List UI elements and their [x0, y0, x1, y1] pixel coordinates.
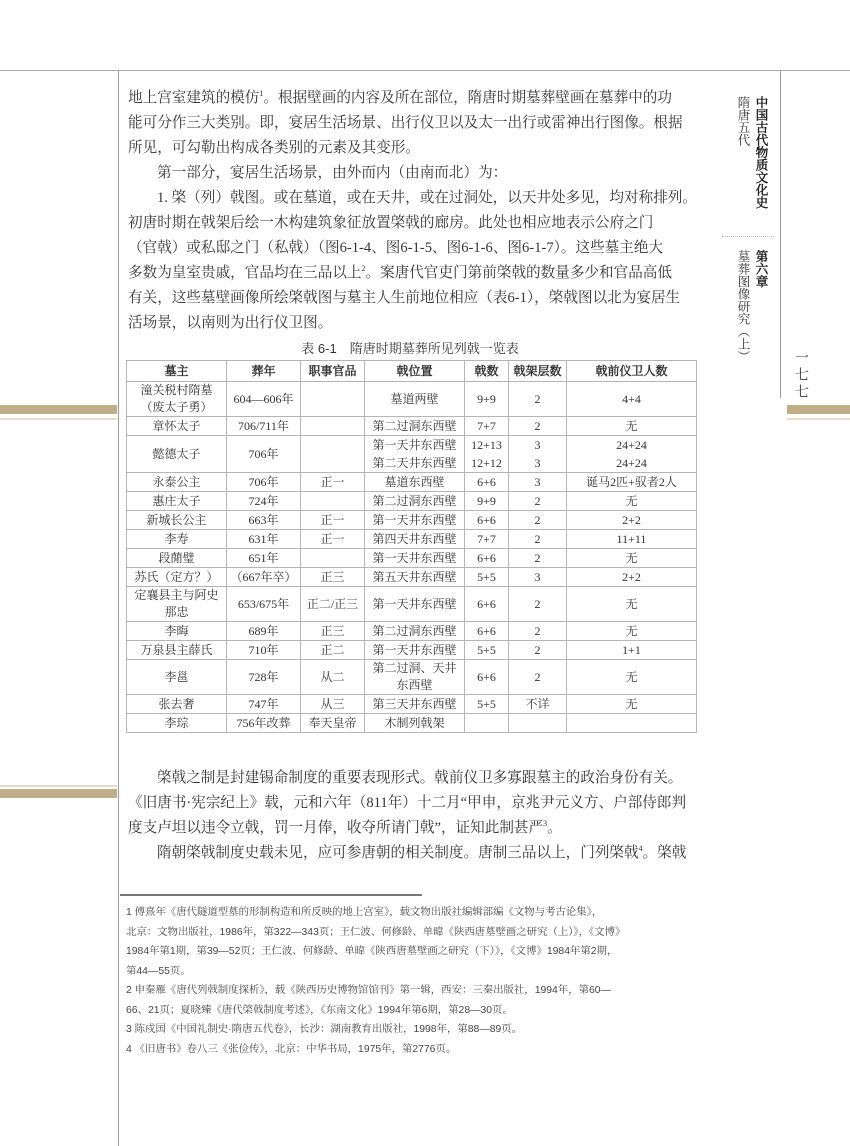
table-cell	[301, 492, 365, 511]
table-cell: 诞马2匹+驭者2人	[567, 473, 697, 492]
table-cell: 12+12	[465, 454, 509, 473]
table-cell	[301, 417, 365, 436]
table-cell: 无	[567, 492, 697, 511]
book-subtitle: 隋唐五代	[736, 96, 750, 146]
text-line: 初唐时期在戟架后绘一木构建筑象征放置棨戟的廊房。此处也相应地表示公府之门	[128, 215, 654, 231]
table-cell: 2	[509, 511, 567, 530]
table-cell: 第四天井东西壁	[365, 530, 465, 549]
table-cell: 正三	[301, 622, 365, 641]
footnote-line: 66、21页；夏晓臻《唐代棨戟制度考述》，《东南文化》1994年第6期，第28—30页。	[126, 1004, 513, 1016]
table-cell: 正二/正三	[301, 587, 365, 622]
table-cell: 第二过洞东西壁	[365, 492, 465, 511]
table-cell: 2	[509, 382, 567, 417]
column-header: 戟数	[465, 361, 509, 382]
table-cell: 3	[509, 473, 567, 492]
table-cell: 663年	[227, 511, 301, 530]
table-cell	[301, 549, 365, 568]
table-header-row	[127, 361, 697, 382]
table-cell: 3	[509, 568, 567, 587]
table-cell: 5+5	[465, 695, 509, 714]
table-row	[127, 568, 697, 587]
text-line: 多数为皇室贵戚，官品均在三品以上$^2$。案唐代官吏门第前棨戟的数量多少和官品高低	[128, 264, 672, 281]
table-cell: 6+6	[465, 511, 509, 530]
table-cell: 651年	[227, 549, 301, 568]
table-cell: 689年	[227, 622, 301, 641]
table-cell: 653/675年	[227, 587, 301, 622]
table-cell	[301, 382, 365, 417]
table-cell: 段蕑璧	[127, 549, 227, 568]
text-line: 有关，这些墓壁画像所绘棨戟图与墓主人生前地位相应（表6-1），棨戟图以北为宴居生	[128, 290, 681, 306]
text-line: 地上宫室建筑的模仿$^1$。根据壁画的内容及所在部位，隋唐时期墓葬壁画在墓葬中的功	[128, 89, 672, 106]
table-cell: 第二过洞东西壁	[365, 417, 465, 436]
table-cell: 奉天皇帝	[301, 714, 365, 733]
decorative-bar-right	[787, 405, 850, 414]
table-cell: 从二	[301, 660, 365, 695]
table-cell: 第五天井东西壁	[365, 568, 465, 587]
text-line: 能可分作三大类别。即，宴居生活场景、出行仪卫以及太一出行或雷神出行图像。根据	[128, 115, 683, 131]
table-cell: 第一天井东西壁	[365, 436, 465, 455]
table-cell: 2	[509, 492, 567, 511]
table-cell: 724年	[227, 492, 301, 511]
table-row	[127, 549, 697, 568]
table-row	[127, 530, 697, 549]
table-cell: 正一	[301, 473, 365, 492]
table-cell: 6+6	[465, 473, 509, 492]
table-cell: 无	[567, 660, 697, 695]
table-cell: 潼关税村隋墓（废太子勇）	[127, 382, 227, 417]
table-cell: 12+13	[465, 436, 509, 455]
footnote-line: 北京：文物出版社，1986年，第322—343页；王仁波、何修龄、单暐《陕西唐墓壁画之研究（上）》，《文博》	[126, 926, 626, 938]
table-row	[127, 695, 697, 714]
table-cell: 2	[509, 641, 567, 660]
footnote-line: 第44—55页。	[126, 965, 191, 977]
table-row	[127, 492, 697, 511]
table-cell: 第三天井东西壁	[365, 695, 465, 714]
table-cell: 2+2	[567, 568, 697, 587]
left-margin-rule	[118, 70, 119, 1146]
table-cell: 第一天井东西壁	[365, 511, 465, 530]
table-cell: 正一	[301, 530, 365, 549]
text-line: 度支卢坦以违令立戟，罚一月俸，收夺所请门戟”，证知此制甚严$^3$。	[128, 819, 562, 836]
text-line: 1. 棨（列）戟图。或在墓道，或在天井，或在过洞处，以天井处多见，均对称排列。	[157, 190, 697, 206]
table-cell	[301, 436, 365, 473]
table-row	[127, 436, 697, 455]
table-cell: 2	[509, 530, 567, 549]
table-cell: 2	[509, 622, 567, 641]
table-cell: 万泉县主薛氏	[127, 641, 227, 660]
table-cell: 11+11	[567, 530, 697, 549]
decorative-line	[787, 418, 850, 420]
table-cell	[509, 714, 567, 733]
table-cell: 无	[567, 695, 697, 714]
table-cell: 3	[509, 436, 567, 455]
table-cell: 2	[509, 549, 567, 568]
body-text-bottom	[128, 766, 693, 866]
decorative-line	[0, 785, 117, 787]
running-head-separator	[722, 236, 774, 237]
table-row	[127, 587, 697, 622]
table-cell: 5+5	[465, 641, 509, 660]
table-cell: 新城长公主	[127, 511, 227, 530]
table-cell: 第二过洞、天井东西壁	[365, 660, 465, 695]
table-cell: 7+7	[465, 530, 509, 549]
table-cell: 无	[567, 622, 697, 641]
table-row	[127, 417, 697, 436]
text-line: 活场景，以南则为出行仪卫图。	[128, 315, 333, 331]
table-cell: 无	[567, 587, 697, 622]
table-caption: 表 6-1 隋唐时期墓葬所见列戟一览表	[301, 341, 519, 356]
text-line: 所见，可勾勒出构成各类别的元素及其变形。	[128, 140, 420, 156]
column-header: 葬年	[227, 361, 301, 382]
table-cell: 李琮	[127, 714, 227, 733]
table-cell: 756年改葬	[227, 714, 301, 733]
table-cell	[465, 714, 509, 733]
table-cell: 6+6	[465, 549, 509, 568]
text-line: 棨戟之制是封建锡命制度的重要表现形式。戟前仪卫多寡跟墓主的政治身份有关。	[157, 770, 683, 786]
footnote-line: 3 陈戍国《中国礼制史·隋唐五代卷》，长沙：湖南教育出版社，1998年，第88—89页。	[126, 1024, 523, 1035]
table-cell: 604—606年	[227, 382, 301, 417]
table-cell: 墓道两壁	[365, 382, 465, 417]
table-cell: 1+1	[567, 641, 697, 660]
table-cell: 4+4	[567, 382, 697, 417]
table-row	[127, 382, 697, 417]
column-header: 戟架层数	[509, 361, 567, 382]
text-line: 第一部分，宴居生活场景，由外而内（由南而北）为：	[157, 165, 508, 181]
table-row	[127, 660, 697, 695]
table-cell: 24+24	[567, 454, 697, 473]
table-cell: （667年卒）	[227, 568, 301, 587]
table-cell: 第一天井东西壁	[365, 641, 465, 660]
table-cell: 无	[567, 549, 697, 568]
table-cell: 2	[509, 660, 567, 695]
page-number: 一七七	[793, 350, 808, 401]
decorative-bar-left-top	[0, 405, 117, 414]
table-cell: 2	[509, 417, 567, 436]
table-cell: 5+5	[465, 568, 509, 587]
table-cell: 706年	[227, 436, 301, 473]
table-row	[127, 473, 697, 492]
table-cell: 定襄县主与阿史那忠	[127, 587, 227, 622]
table-cell: 24+24	[567, 436, 697, 455]
table-cell: 苏氏（定方？）	[127, 568, 227, 587]
column-header: 职事官品	[301, 361, 365, 382]
chapter-title: 墓葬图像研究（上）	[736, 250, 750, 363]
chapter-number: 第六章	[754, 250, 768, 288]
table-cell: 不详	[509, 695, 567, 714]
footnote-line: 4 《旧唐书》卷八三《张俭传》，北京：中华书局，1975年，第2776页。	[126, 1043, 457, 1055]
footnote-line: 1 傅熹年《唐代隧道型墓的形制构造和所反映的地上宫室》，载文物出版社编辑部编《文物与考古论集》，	[126, 907, 603, 918]
table-cell: 第二天井东西壁	[365, 454, 465, 473]
table-cell: 正一	[301, 511, 365, 530]
book-title: 中国古代物质文化史	[754, 96, 768, 209]
table-cell	[567, 714, 697, 733]
table-cell: 6+6	[465, 660, 509, 695]
table-row	[127, 511, 697, 530]
footnotes	[126, 903, 696, 1059]
decorative-bar-left-bottom	[0, 789, 117, 798]
table-cell: 墓道东西壁	[365, 473, 465, 492]
table-row	[127, 714, 697, 733]
table-cell: 2	[509, 587, 567, 622]
table-cell: 7+7	[465, 417, 509, 436]
table-cell: 李晦	[127, 622, 227, 641]
table-cell: 从三	[301, 695, 365, 714]
table-cell: 第一天井东西壁	[365, 587, 465, 622]
table-cell: 第一天井东西壁	[365, 549, 465, 568]
table-cell: 永泰公主	[127, 473, 227, 492]
text-line: 《旧唐书·宪宗纪上》载，元和六年（811年）十二月“甲申，京兆尹元义方、户部侍郎判	[128, 795, 687, 811]
table-cell: 第二过洞东西壁	[365, 622, 465, 641]
table-cell: 631年	[227, 530, 301, 549]
table-cell: 李寿	[127, 530, 227, 549]
table-cell: 木制列戟架	[365, 714, 465, 733]
table-cell: 710年	[227, 641, 301, 660]
table-cell: 706/711年	[227, 417, 301, 436]
header-rule	[0, 70, 850, 71]
table-cell: 9+9	[465, 492, 509, 511]
table-cell: 张去奢	[127, 695, 227, 714]
column-header: 戟位置	[365, 361, 465, 382]
table-cell: 3	[509, 454, 567, 473]
text-line: （官戟）或私邸之门（私戟）（图6-1-4、图6-1-5、图6-1-6、图6-1-7）。这些墓主绝大	[128, 240, 664, 256]
table-cell: 2+2	[567, 511, 697, 530]
table-row	[127, 641, 697, 660]
footnote-line: 1984年第1期，第39—52页；王仁波、何修龄、单暐《陕西唐墓壁画之研究（下）》，《文博》1984年第2期，	[126, 946, 618, 957]
table-cell: 正三	[301, 568, 365, 587]
table-cell: 懿德太子	[127, 436, 227, 473]
column-header: 戟前仪卫人数	[567, 361, 697, 382]
decorative-line	[0, 418, 117, 420]
table-row	[127, 622, 697, 641]
table-cell: 无	[567, 417, 697, 436]
table-cell: 9+9	[465, 382, 509, 417]
table-cell: 747年	[227, 695, 301, 714]
table-cell: 706年	[227, 473, 301, 492]
footnote-line: 2 申秦雁《唐代列戟制度探析》，载《陕西历史博物馆馆刊》第一辑，西安：三秦出版社，1994年，第60—	[126, 985, 611, 996]
table-cell: 728年	[227, 660, 301, 695]
table-cell: 惠庄太子	[127, 492, 227, 511]
table-cell: 6+6	[465, 622, 509, 641]
halberd-table	[126, 360, 697, 733]
footnote-rule	[120, 894, 422, 896]
table-cell: 6+6	[465, 587, 509, 622]
table-cell: 正二	[301, 641, 365, 660]
text-line: 隋朝棨戟制度史载未见，应可参唐朝的相关制度。唐制三品以上，门列棨戟$^4$。棨戟	[157, 844, 687, 861]
column-header: 墓主	[127, 361, 227, 382]
body-text-top	[128, 86, 697, 336]
table-cell: 章怀太子	[127, 417, 227, 436]
table-cell: 李邕	[127, 660, 227, 695]
